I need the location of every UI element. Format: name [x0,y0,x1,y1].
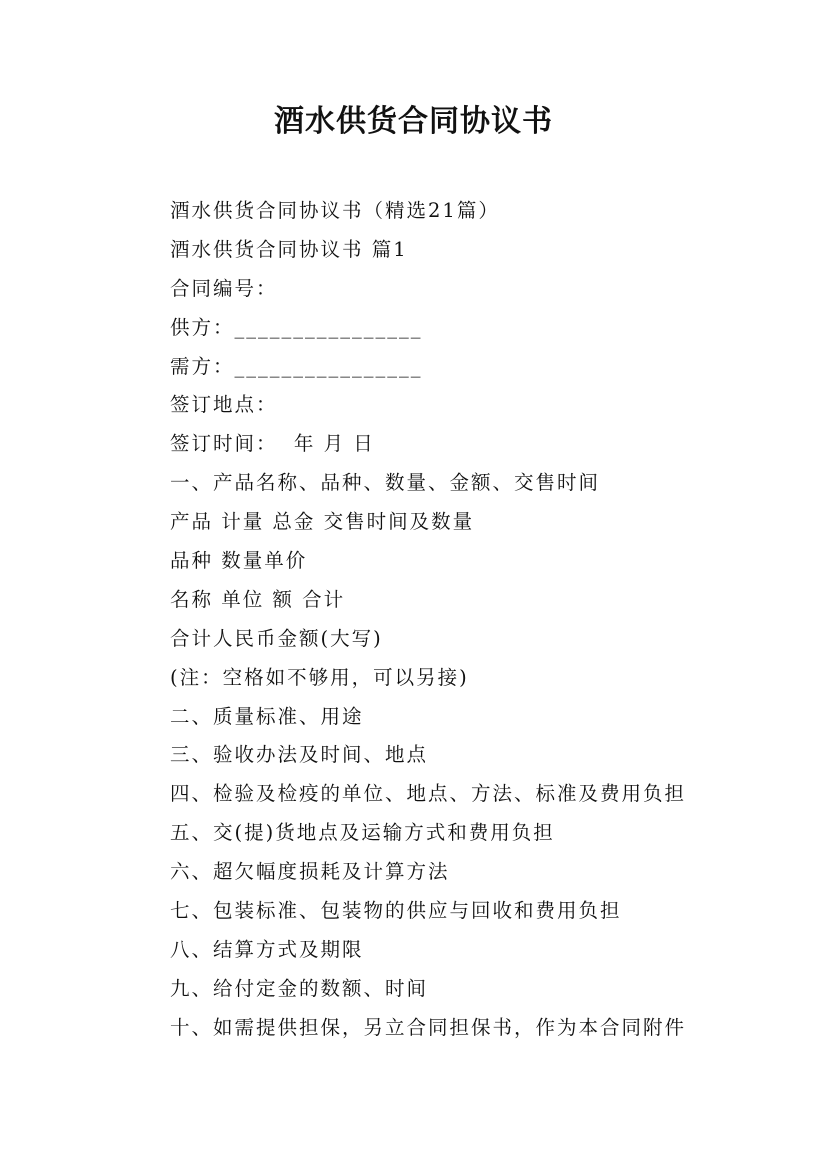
body-line: 五、交(提)货地点及运输方式和费用负担 [170,821,555,845]
body-line: 三、验收办法及时间、地点 [170,743,429,767]
body-line: 合计人民币金额(大写) [170,626,383,650]
body-line: 品种 数量单价 [170,549,308,573]
body-line: 十、如需提供担保，另立合同担保书，作为本合同附件 [170,1015,687,1039]
body-line: 六、超欠幅度损耗及计算方法 [170,860,450,884]
body-line: 七、包装标准、包装物的供应与回收和费用负担 [170,899,622,923]
document-title: 酒水供货合同协议书 [274,104,553,139]
body-line: 签订地点： [170,393,278,417]
body-line: 四、检验及检疫的单位、地点、方法、标准及费用负担 [170,782,687,806]
body-line: 需方：________________ [170,354,423,378]
body-line: 酒水供货合同协议书（精选21篇） [170,199,500,222]
body-line: 九、给付定金的数额、时间 [170,976,429,1000]
body-line: 合同编号： [170,276,278,300]
body-line: 一、产品名称、品种、数量、金额、交售时间 [170,471,601,495]
body-line: (注：空格如不够用，可以另接) [170,665,469,689]
body-line: 产品 计量 总金 交售时间及数量 [170,510,475,534]
body-line: 供方：________________ [170,315,423,339]
body-line: 酒水供货合同协议书 篇1 [170,237,408,261]
body-line: 签订时间： 年 月 日 [170,432,375,456]
body-line: 八、结算方式及期限 [170,937,364,961]
body-line: 名称 单位 额 合计 [170,587,346,611]
body-line: 二、质量标准、用途 [170,704,364,728]
document-body [170,192,770,1048]
